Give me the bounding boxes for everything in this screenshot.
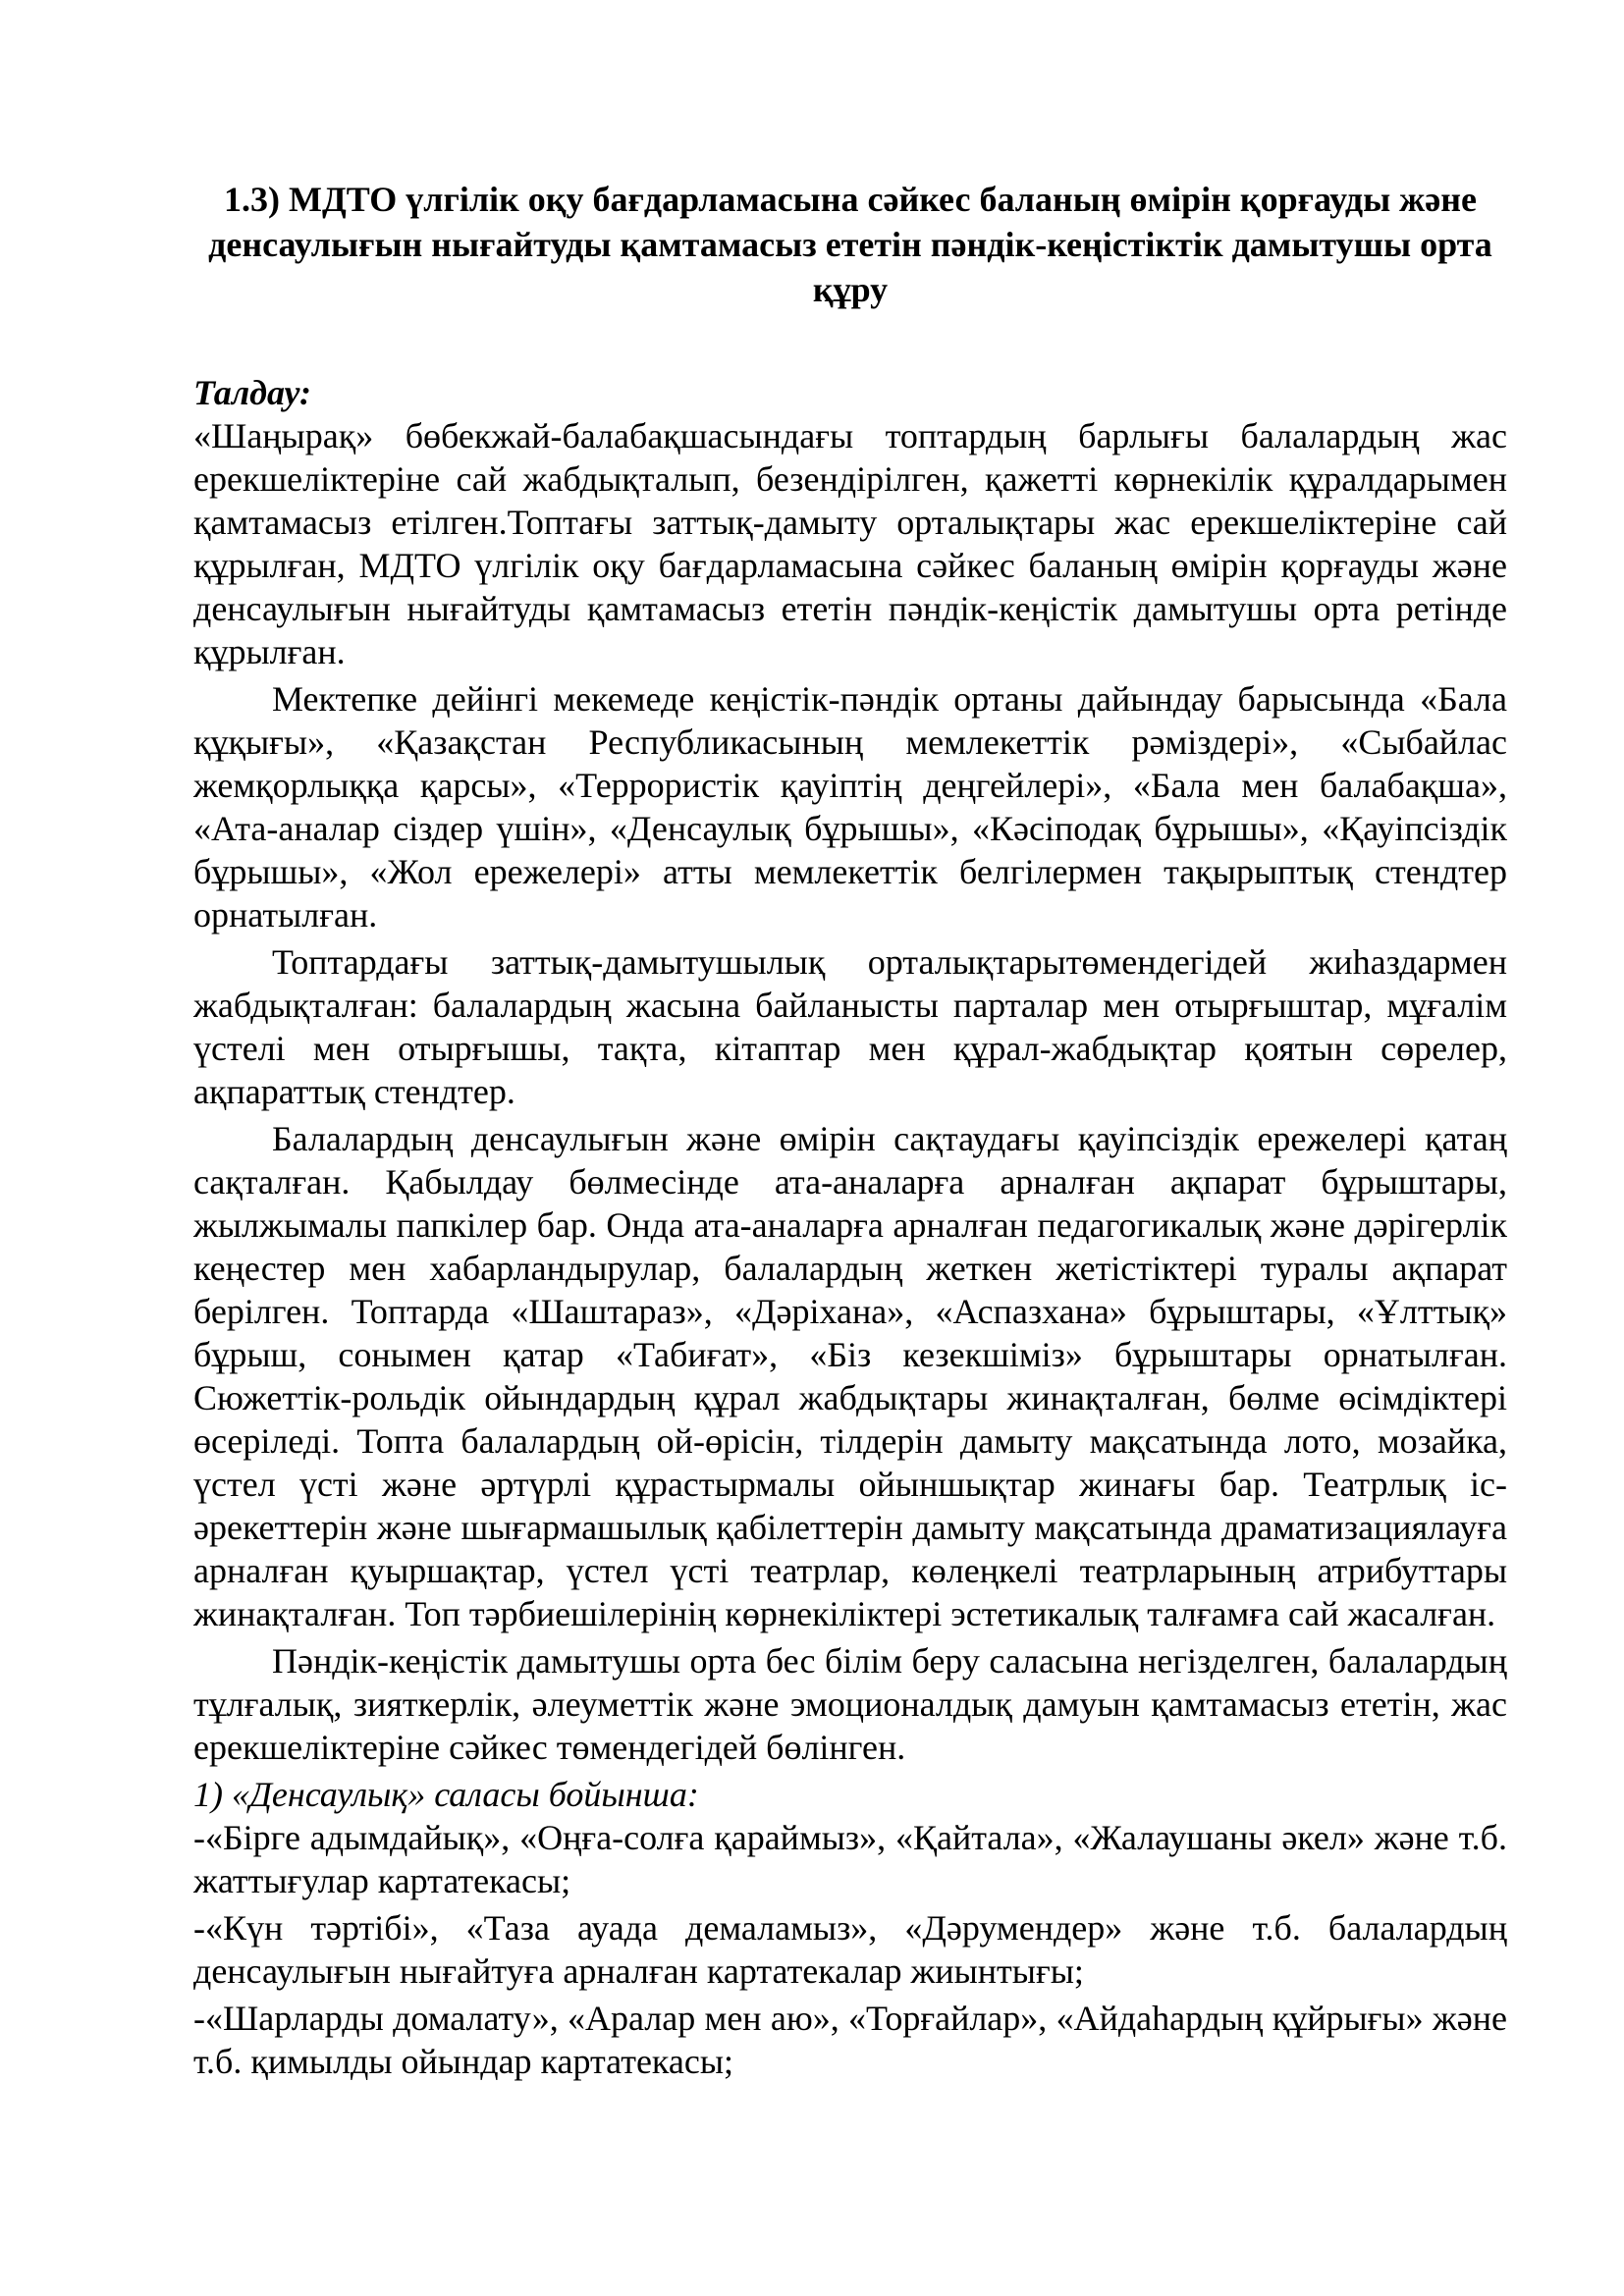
paragraph-furniture: Топтардағы заттық-дамытушылық орталықтарытөмендегідей жиһаздармен жабдықталған: балалардың жасына байланысты парталар мен отырғыштар, мұғалім үстелі мен отырғышы, тақта, кітаптар мен құрал-жабдықтар қоятын сөрелер, ақпараттық стендтер. (193, 942, 1507, 1111)
paragraph-environment: Пәндік-кеңістік дамытушы орта бес білім беру саласына негізделген, балалардың тұлғалық, зияткерлік, әлеуметтік және эмоционалдық дамуын қамтамасыз ететін, жас ерекшеліктеріне сәйкес төмендегідей бөлінген. (193, 1641, 1507, 1767)
document-page (193, 177, 1507, 2087)
paragraph-safety: Балалардың денсаулығын және өмірін сақтаудағы қауіпсіздік ережелері қатаң сақталған. Қабылдау бөлмесінде ата-аналарға арналған ақпарат бұрыштары, жылжымалы папкілер бар. Онда ата-аналарға арналған педагогикалық және дәрігерлік кеңестер мен хабарландырулар, балалардың жеткен жетістіктері туралы ақпарат берілген. Топтарда «Шаштараз», «Дәріхана», «Аспазхана» бұрыштары, «Ұлттық» бұрыш, сонымен қатар «Табиғат», «Біз кезекшіміз» бұрыштары орнатылған. Сюжеттік-рольдік ойындардың құрал жабдықтары жинақталған, бөлме өсімдіктері өсеріледі. Топта балалардың ой-өрісін, тілдерін дамыту мақсатында лото, мозайка, үстел үсті және әртүрлі құрастырмалы ойыншықтар жинағы бар. Театрлық іс-әрекеттерін және шығармашылық қабілеттерін дамыту мақсатында драматизациялауға арналған қуыршақтар, үстел үсті театрлар, көлеңкелі театрларының атрибуттары жинақталған. Топ тәрбиешілерінің көрнекіліктері эстетикалық талғамға сай жасалған. (193, 1119, 1507, 1633)
document-title: 1.3) МДТО үлгілік оқу бағдарламасына сәйкес баланың өмірін қорғауды және денсаулығын нығайтуды қамтамасыз ететін пәндік-кеңістіктік дамытушы орта құру (208, 180, 1492, 309)
analysis-label: Талдау: (193, 373, 312, 412)
list-item: -«Шарларды домалату», «Аралар мен аю», «Торғайлар», «Айдаһардың құйрығы» және т.б. қимылды ойындар картатекасы; (193, 1999, 1507, 2081)
health-section-label: 1) «Денсаулық» саласы бойынша: (193, 1775, 699, 1814)
list-item: -«Бірге адымдайық», «Оңға-солға қараймыз», «Қайтала», «Жалаушаны әкел» және т.б. жаттығулар картатекасы; (193, 1818, 1507, 1900)
paragraph-stands: Мектепке дейінгі мекемеде кеңістік-пәндік ортаны дайындау барысында «Бала құқығы», «Қазақстан Республикасының мемлекеттік рәміздері», «Сыбайлас жемқорлыққа қарсы», «Террористік қауіптің деңгейлері», «Бала мен балабақша», «Ата-аналар сіздер үшін», «Денсаулық бұрышы», «Кәсіподақ бұрышы», «Қауіпсіздік бұрышы», «Жол ережелері» атты мемлекеттік белгілермен тақырыптық стендтер орнатылған. (193, 679, 1507, 934)
paragraph-intro: «Шаңырақ» бөбекжай-балабақшасындағы топтардың барлығы балалардың жас ерекшеліктеріне сай жабдықталып, безендірілген, қажетті көрнекілік құралдарымен қамтамасыз етілген.Топтағы заттық-дамыту орталықтары жас ерекшеліктеріне сай құрылған, МДТО үлгілік оқу бағдарламасына сәйкес баланың өмірін қорғауды және денсаулығын нығайтуды қамтамасыз ететін пәндік-кеңістік дамытушы орта ретінде құрылған. (193, 416, 1507, 671)
list-item: -«Күн тәртібі», «Таза ауада демаламыз», «Дәрумендер» және т.б. балалардың денсаулығын нығайтуға арналған картатекалар жиынтығы; (193, 1908, 1507, 1991)
